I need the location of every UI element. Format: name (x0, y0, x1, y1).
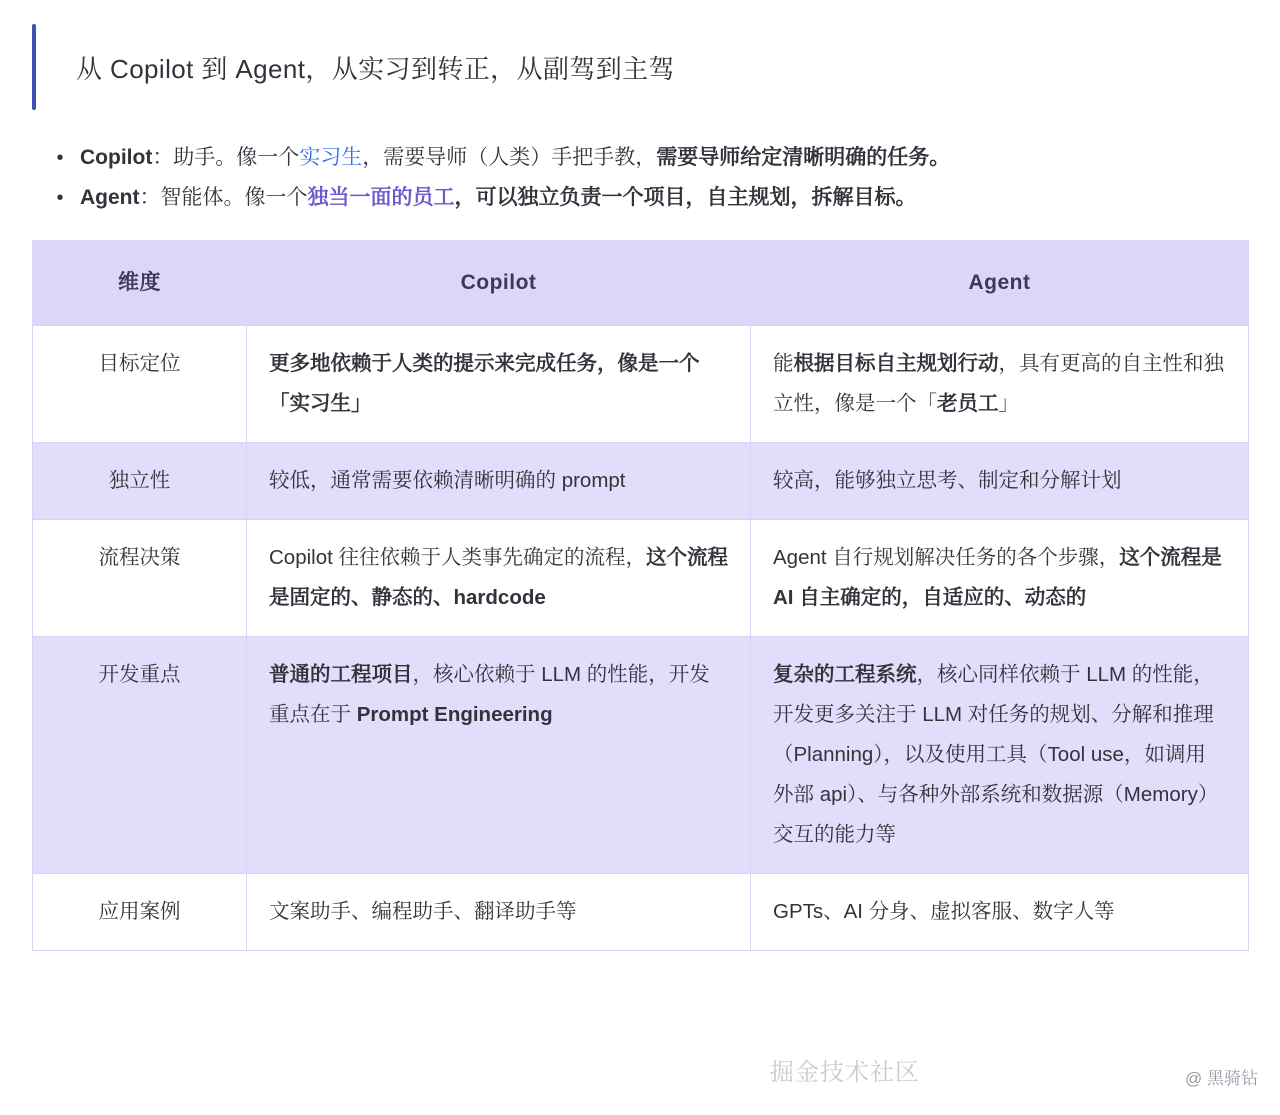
cell-agent: GPTs、AI 分身、虚拟客服、数字人等 (751, 874, 1249, 951)
bullet-text-agent: Agent：智能体。像一个独当一面的员工，可以独立负责一个项目，自主规划，拆解目标。 (80, 186, 917, 209)
column-header-copilot: Copilot (247, 241, 751, 326)
cell-copilot: 更多地依赖于人类的提示来完成任务，像是一个「实习生」 (247, 326, 751, 443)
table-row (33, 637, 1249, 874)
cell-copilot: 较低，通常需要依赖清晰明确的 prompt (247, 443, 751, 520)
cell-dimension: 开发重点 (33, 637, 247, 874)
column-header-dimension: 维度 (33, 241, 247, 326)
cell-copilot: 普通的工程项目，核心依赖于 LLM 的性能，开发重点在于 Prompt Engineering (247, 637, 751, 874)
cell-dimension: 目标定位 (33, 326, 247, 443)
bullet-list (40, 138, 1248, 218)
list-item (40, 178, 1248, 218)
comparison-table (32, 240, 1249, 951)
list-item (40, 138, 1248, 178)
cell-dimension: 独立性 (33, 443, 247, 520)
table-header-row (33, 241, 1249, 326)
cell-agent: Agent 自行规划解决任务的各个步骤，这个流程是 AI 自主确定的，自适应的、动态的 (751, 520, 1249, 637)
table-row (33, 326, 1249, 443)
cell-agent: 较高，能够独立思考、制定和分解计划 (751, 443, 1249, 520)
cell-dimension: 应用案例 (33, 874, 247, 951)
table-body (33, 326, 1249, 951)
watermark-author: @ 黑骑钻 (1185, 1069, 1258, 1088)
cell-agent: 复杂的工程系统，核心同样依赖于 LLM 的性能，开发更多关注于 LLM 对任务的规划、分解和推理（Planning），以及使用工具（Tool use，如调用外部 api）、与各种外部系统和数据源（Memory）交互的能力等 (751, 637, 1249, 874)
table-row (33, 874, 1249, 951)
table-row (33, 520, 1249, 637)
heading-block (32, 24, 1248, 110)
document-page (0, 24, 1280, 1115)
table-row (33, 443, 1249, 520)
watermark-site: 掘金技术社区 (770, 1059, 920, 1086)
bullet-marker: • (56, 187, 64, 209)
cell-copilot: 文案助手、编程助手、翻译助手等 (247, 874, 751, 951)
bullet-text-copilot: Copilot：助手。像一个实习生，需要导师（人类）手把手教，需要导师给定清晰明确的任务。 (80, 146, 951, 169)
bullet-marker: • (56, 147, 64, 169)
cell-dimension: 流程决策 (33, 520, 247, 637)
page-title: 从 Copilot 到 Agent，从实习到转正，从副驾到主驾 (76, 53, 675, 84)
column-header-agent: Agent (751, 241, 1249, 326)
table-header (33, 241, 1249, 326)
cell-agent: 能根据目标自主规划行动，具有更高的自主性和独立性，像是一个「老员工」 (751, 326, 1249, 443)
cell-copilot: Copilot 往往依赖于人类事先确定的流程，这个流程是固定的、静态的、hardcode (247, 520, 751, 637)
